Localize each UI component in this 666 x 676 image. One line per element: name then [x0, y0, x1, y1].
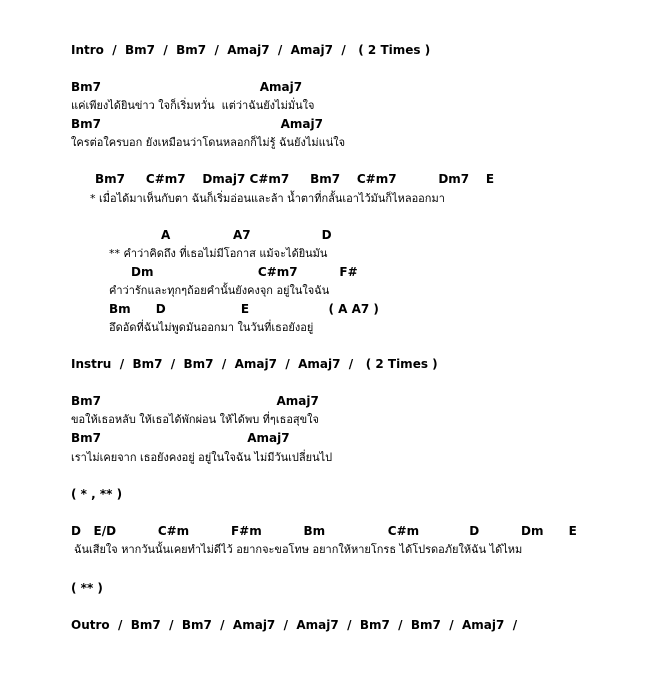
pre-chorus-chords: Bm7 C#m7 Dmaj7 C#m7 Bm7 C#m7 Dm7 E	[95, 172, 495, 186]
verse2-lyrics-2: เราไม่เคยจาก เธอยังคงอยู่ อยู่ในใจฉัน ไม่มีวันเปลี่ยนไป	[71, 451, 333, 464]
pre-chorus-lyrics: * เมื่อได้มาเห็นกับตา ฉันก็เริ่มอ่อนและล้า น้ำตาที่กลั้นเอาไว้มันก็ไหลออกมา	[90, 192, 445, 205]
outro-line: Outro / Bm7 / Bm7 / Amaj7 / Amaj7 / Bm7 / Bm7 / Amaj7 /	[71, 618, 518, 632]
bridge-chords: D E/D C#m F#m Bm C#m D Dm E	[71, 524, 577, 538]
verse1-chords-1: Bm7 Amaj7	[71, 80, 303, 94]
intro-line: Intro / Bm7 / Bm7 / Amaj7 / Amaj7 / ( 2 Times )	[71, 43, 431, 57]
chorus-chords-2: Dm C#m7 F#	[131, 265, 358, 279]
verse2-chords-1: Bm7 Amaj7	[71, 394, 319, 408]
verse1-lyrics-2: ใครต่อใครบอก ยังเหมือนว่าโดนหลอกก็ไม่รู้ ฉันยังไม่แน่ใจ	[71, 136, 346, 149]
verse1-chords-2: Bm7 Amaj7	[71, 117, 323, 131]
chorus-lyrics-3: อึดอัดที่ฉันไม่พูดมันออกมา ในวันที่เธอยังอยู่	[109, 321, 314, 334]
chorus-chords-3: Bm D E ( A A7 )	[109, 302, 379, 316]
verse2-lyrics-1: ขอให้เธอหลับ ให้เธอได้พักผ่อน ให้ได้พบ ที่ๆเธอสุขใจ	[71, 413, 319, 426]
chorus-chords-1: A A7 D	[161, 228, 332, 242]
verse1-lyrics-1: แค่เพียงได้ยินข่าว ใจก็เริ่มหวั่น แต่ว่าฉันยังไม่มั่นใจ	[71, 99, 315, 112]
chorus-lyrics-2: คำว่ารักและทุกๆถ้อยคำนั้นยังคงจุก อยู่ในใจฉัน	[109, 284, 330, 297]
verse2-chords-2: Bm7 Amaj7	[71, 431, 290, 445]
chorus-lyrics-1: ** คำว่าคิดถึง ที่เธอไม่มีโอกาส แม้จะได้ยินมัน	[109, 247, 328, 260]
repeat-marker-1: ( * , ** )	[71, 487, 123, 501]
repeat-marker-2: ( ** )	[71, 581, 103, 595]
bridge-lyrics: ฉันเสียใจ หากวันนั้นเคยทำไม่ดีไว้ อยากจะขอโทษ อยากให้หายโกรธ ได้โปรดอภัยให้ฉัน ได้ไหม	[74, 543, 523, 556]
instru-line: Instru / Bm7 / Bm7 / Amaj7 / Amaj7 / ( 2 Times )	[71, 357, 438, 371]
